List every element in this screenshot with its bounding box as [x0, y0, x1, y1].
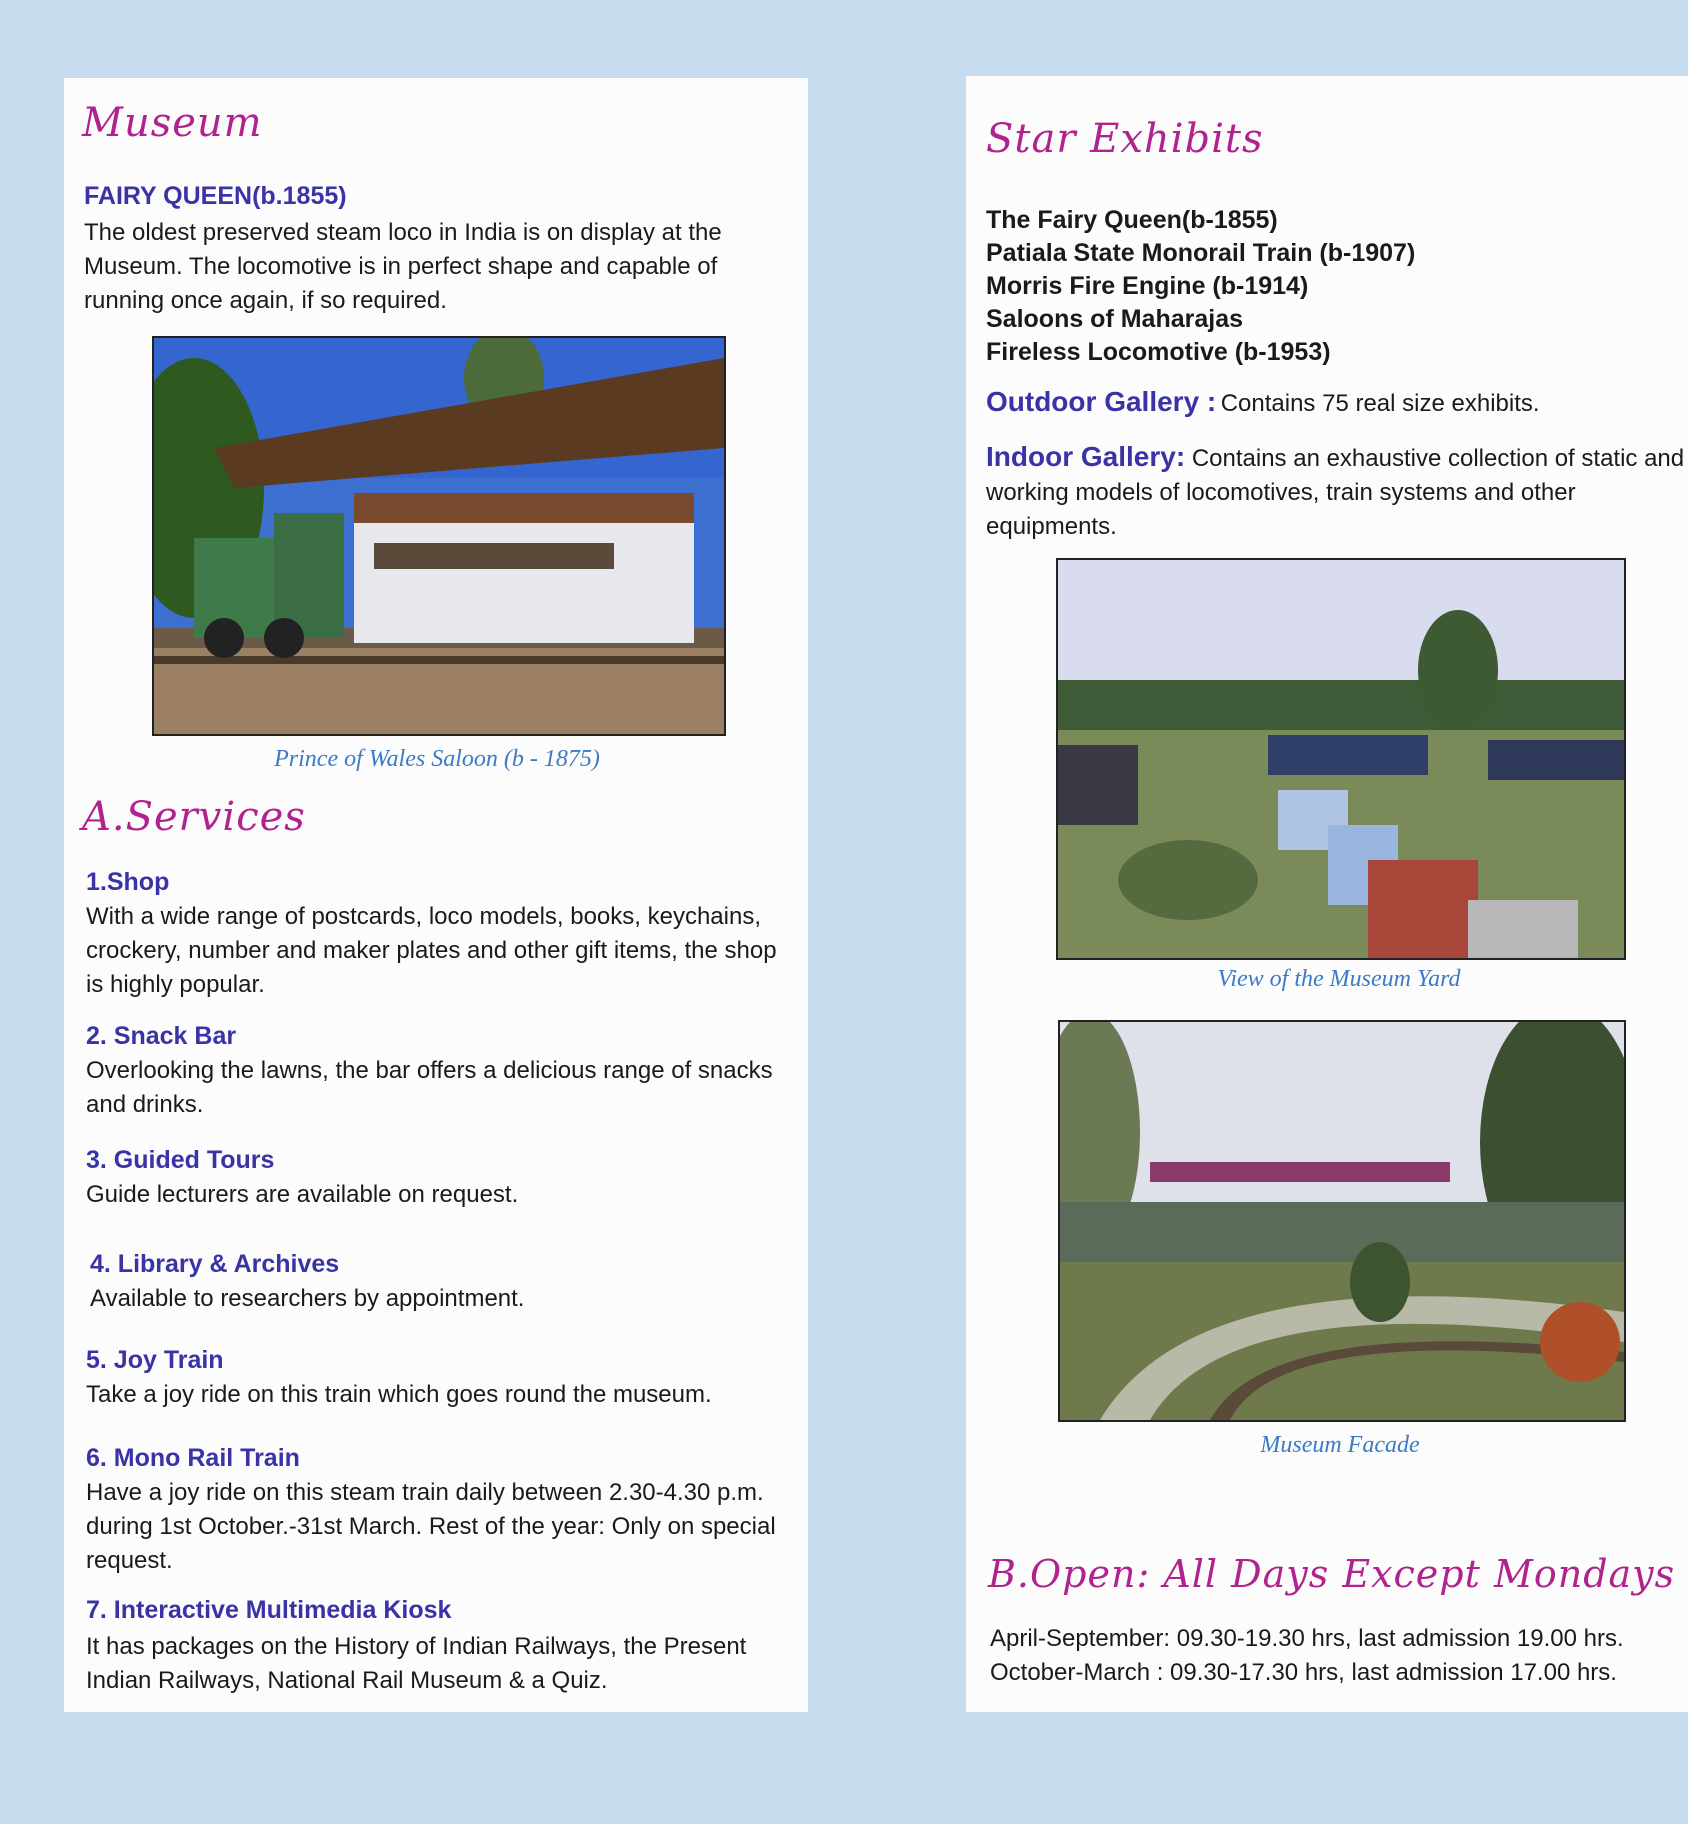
service-title-kiosk: 7. Interactive Multimedia Kiosk [86, 1596, 452, 1624]
service-title-joy-train: 5. Joy Train [86, 1346, 224, 1374]
service-text-mono-rail: Have a joy ride on this steam train daily between 2.30-4.30 p.m. during 1st October.-31st March. Rest of the year: Only on special request. [86, 1479, 776, 1574]
right-panel [966, 76, 1688, 1712]
indoor-gallery [986, 440, 1686, 544]
outdoor-gallery-text: Contains 75 real size exhibits. [1220, 390, 1540, 417]
fairy-queen-title: FAIRY QUEEN(b.1855) [84, 182, 347, 210]
prince-of-wales-saloon-photo [152, 336, 726, 736]
museum-facade-photo [1058, 1020, 1626, 1422]
exhibit-list [986, 204, 1415, 369]
yard-caption: View of the Museum Yard [1217, 966, 1461, 992]
exhibit-item: Fireless Locomotive (b-1953) [986, 338, 1331, 366]
service-title-shop: 1.Shop [86, 868, 170, 896]
services-heading: A.Services [82, 794, 306, 840]
outdoor-gallery-label: Outdoor Gallery : [986, 386, 1217, 417]
indoor-gallery-label: Indoor Gallery: [986, 441, 1186, 472]
exhibit-item: The Fairy Queen(b-1855) [986, 206, 1278, 234]
hours-april-september: April-September: 09.30-19.30 hrs, last admission 19.00 hrs. [990, 1625, 1624, 1652]
fairy-queen-text: The oldest preserved steam loco in India is on display at the Museum. The locomotive is in perfect shape and capable of running once again, if so required. [84, 219, 722, 314]
hours-october-march: October-March : 09.30-17.30 hrs, last admission 17.00 hrs. [990, 1659, 1617, 1686]
museum-yard-photo [1056, 558, 1626, 960]
service-text-kiosk: It has packages on the History of Indian Railways, the Present Indian Railways, National Rail Museum & a Quiz. [86, 1633, 747, 1694]
service-text-shop: With a wide range of postcards, loco models, books, keychains, crockery, number and maker plates and other gift items, the shop is highly popular. [86, 903, 777, 998]
service-text-guided-tours: Guide lecturers are available on request. [86, 1181, 519, 1208]
left-panel [64, 78, 808, 1712]
museum-heading: Museum [82, 100, 263, 146]
saloon-caption: Prince of Wales Saloon (b - 1875) [274, 746, 600, 772]
service-text-snack-bar: Overlooking the lawns, the bar offers a delicious range of snacks and drinks. [86, 1057, 773, 1118]
service-title-library: 4. Library & Archives [90, 1250, 340, 1278]
exhibit-item: Saloons of Maharajas [986, 305, 1244, 333]
facade-caption: Museum Facade [1260, 1432, 1420, 1458]
service-text-joy-train: Take a joy ride on this train which goes round the museum. [86, 1381, 712, 1408]
opening-hours [990, 1622, 1680, 1690]
service-title-mono-rail: 6. Mono Rail Train [86, 1444, 300, 1472]
service-title-snack-bar: 2. Snack Bar [86, 1022, 237, 1050]
indoor-gallery-text: Contains an exhaustive collection of static and working models of locomotives, train systems and other equipments. [986, 445, 1685, 540]
star-exhibits-heading: Star Exhibits [986, 116, 1264, 162]
open-days-heading: B.Open: All Days Except Mondays [988, 1552, 1676, 1596]
exhibit-item: Morris Fire Engine (b-1914) [986, 272, 1309, 300]
service-text-library: Available to researchers by appointment. [90, 1285, 525, 1312]
outdoor-gallery [986, 386, 1686, 421]
service-title-guided-tours: 3. Guided Tours [86, 1146, 275, 1174]
exhibit-item: Patiala State Monorail Train (b-1907) [986, 239, 1416, 267]
